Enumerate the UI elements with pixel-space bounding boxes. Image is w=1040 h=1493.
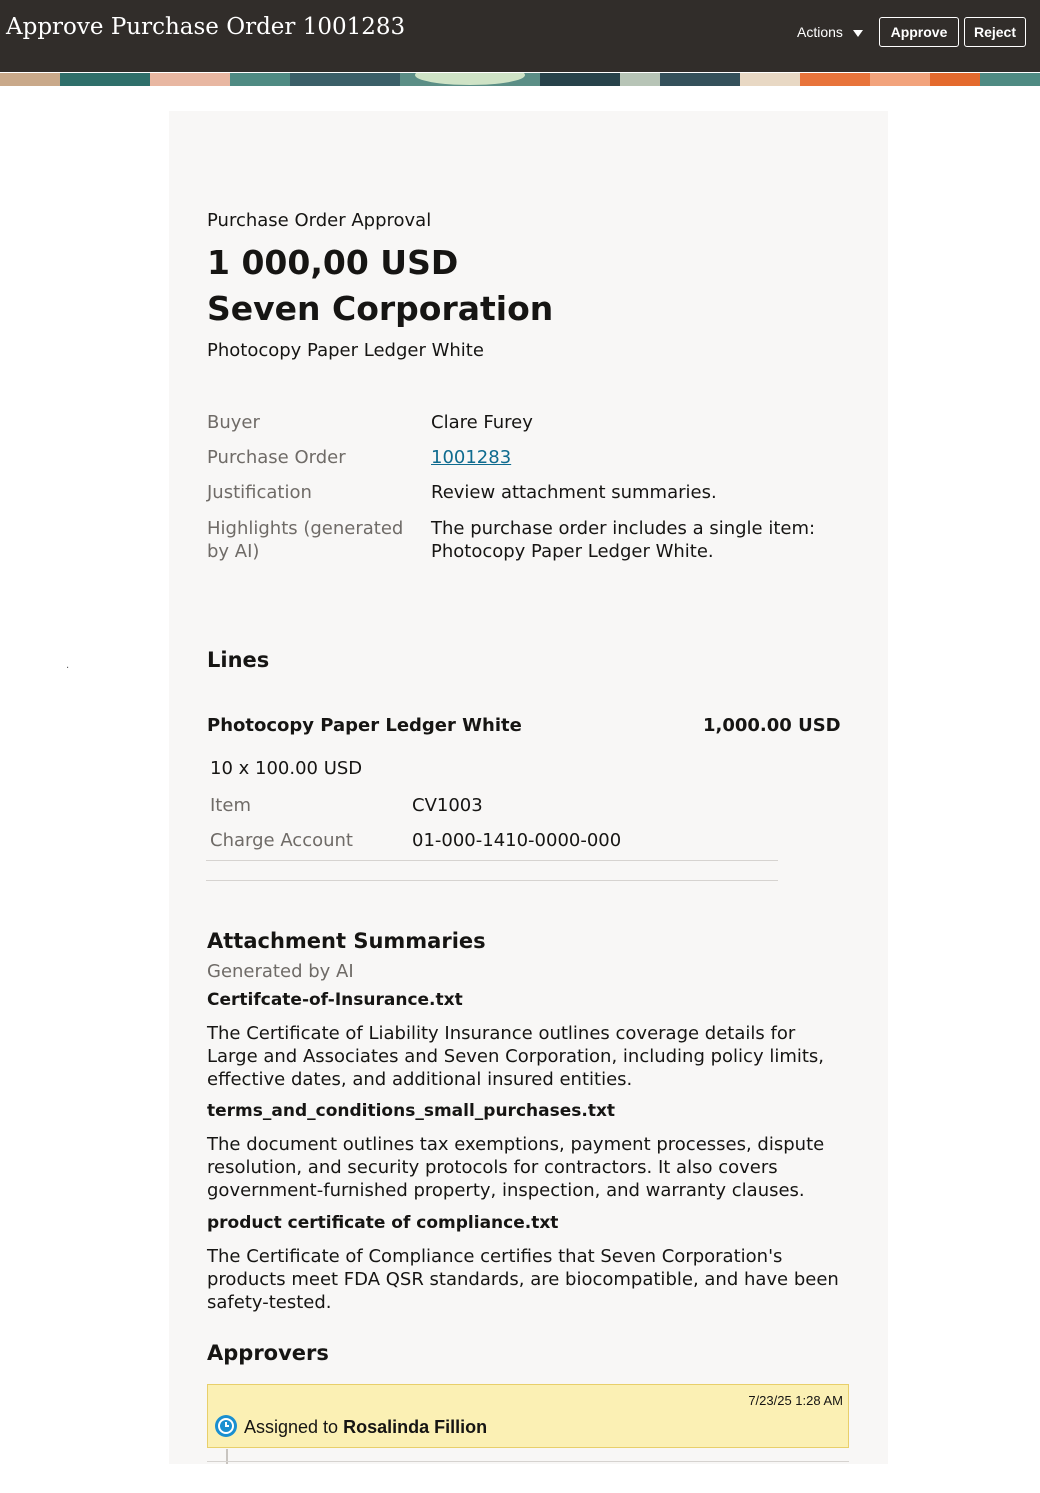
lines-heading: Lines [207,648,270,672]
attachments-subheading: Generated by AI [207,961,354,982]
highlights-label-line1: Highlights (generated [207,518,404,539]
approver-next-border [207,1461,849,1462]
charge-account-label: Charge Account [210,830,353,851]
approvers-heading: Approvers [207,1341,329,1365]
highlights-value [431,517,815,563]
attachment-file-name[interactable]: product certificate of compliance.txt [207,1213,559,1233]
line-divider [206,860,778,861]
reject-button[interactable]: Reject [964,17,1026,47]
po-label: Purchase Order [207,447,346,468]
approve-button[interactable]: Approve [879,17,959,47]
actions-label: Actions [797,24,843,40]
attachment-summary: The Certificate of Compliance certifies that Seven Corporation's products meet FDA QSR standards, are biocompatible, and have been safety-tested. [207,1246,839,1313]
header-bar [0,0,1040,72]
amount-heading: 1 000,00 USD [207,243,459,282]
attachments-heading: Attachment Summaries [207,929,486,953]
caret-down-icon [853,30,863,37]
line-item-value: CV1003 [412,795,483,816]
approver-timestamp: 7/23/25 1:28 AM [748,1393,843,1408]
line-item-amount: 1,000.00 USD [703,715,841,736]
actions-menu-button[interactable] [797,24,863,40]
buyer-value: Clare Furey [431,412,533,433]
page-title: Approve Purchase Order 1001283 [6,14,406,40]
supplier-heading: Seven Corporation [207,289,554,328]
line-quantity-price: 10 x 100.00 USD [210,758,363,779]
lines-section-divider [206,880,778,881]
highlights-value-line1: The purchase order includes a single item: [431,518,816,539]
buyer-label: Buyer [207,412,260,433]
stray-dot: . [66,660,70,671]
attachment-file-name[interactable]: terms_and_conditions_small_purchases.txt [207,1101,616,1121]
po-number-link[interactable]: 1001283 [431,447,512,468]
charge-account-value: 01-000-1410-0000-000 [412,830,622,851]
assigned-prefix: Assigned to [244,1417,339,1437]
highlights-label-line2: by AI) [207,541,260,562]
approval-card [169,111,888,1464]
clock-icon [215,1415,237,1437]
assignee-name: Rosalinda Fillion [343,1417,488,1437]
description-text: Photocopy Paper Ledger White [207,340,484,361]
justification-value: Review attachment summaries. [431,482,717,503]
highlights-label [207,517,403,563]
line-item-label: Item [210,795,251,816]
banner-pattern [0,72,1040,86]
line-item-name: Photocopy Paper Ledger White [207,715,522,736]
justification-label: Justification [207,482,312,503]
attachment-file-name[interactable]: Certifcate-of-Insurance.txt [207,990,463,1010]
assignment-text [244,1417,487,1438]
attachment-summary: The document outlines tax exemptions, payment processes, dispute resolution, and security protocols for contractors. It also covers government-furnished property, inspection, and warranty clauses. [207,1134,825,1201]
kicker-text: Purchase Order Approval [207,210,432,231]
attachment-summary: The Certificate of Liability Insurance outlines coverage details for Large and Associates and Seven Corporation, including policy limits, effective dates, and additional insured entities. [207,1023,825,1090]
approver-card[interactable] [207,1384,849,1448]
highlights-value-line2: Photocopy Paper Ledger White. [431,541,714,562]
